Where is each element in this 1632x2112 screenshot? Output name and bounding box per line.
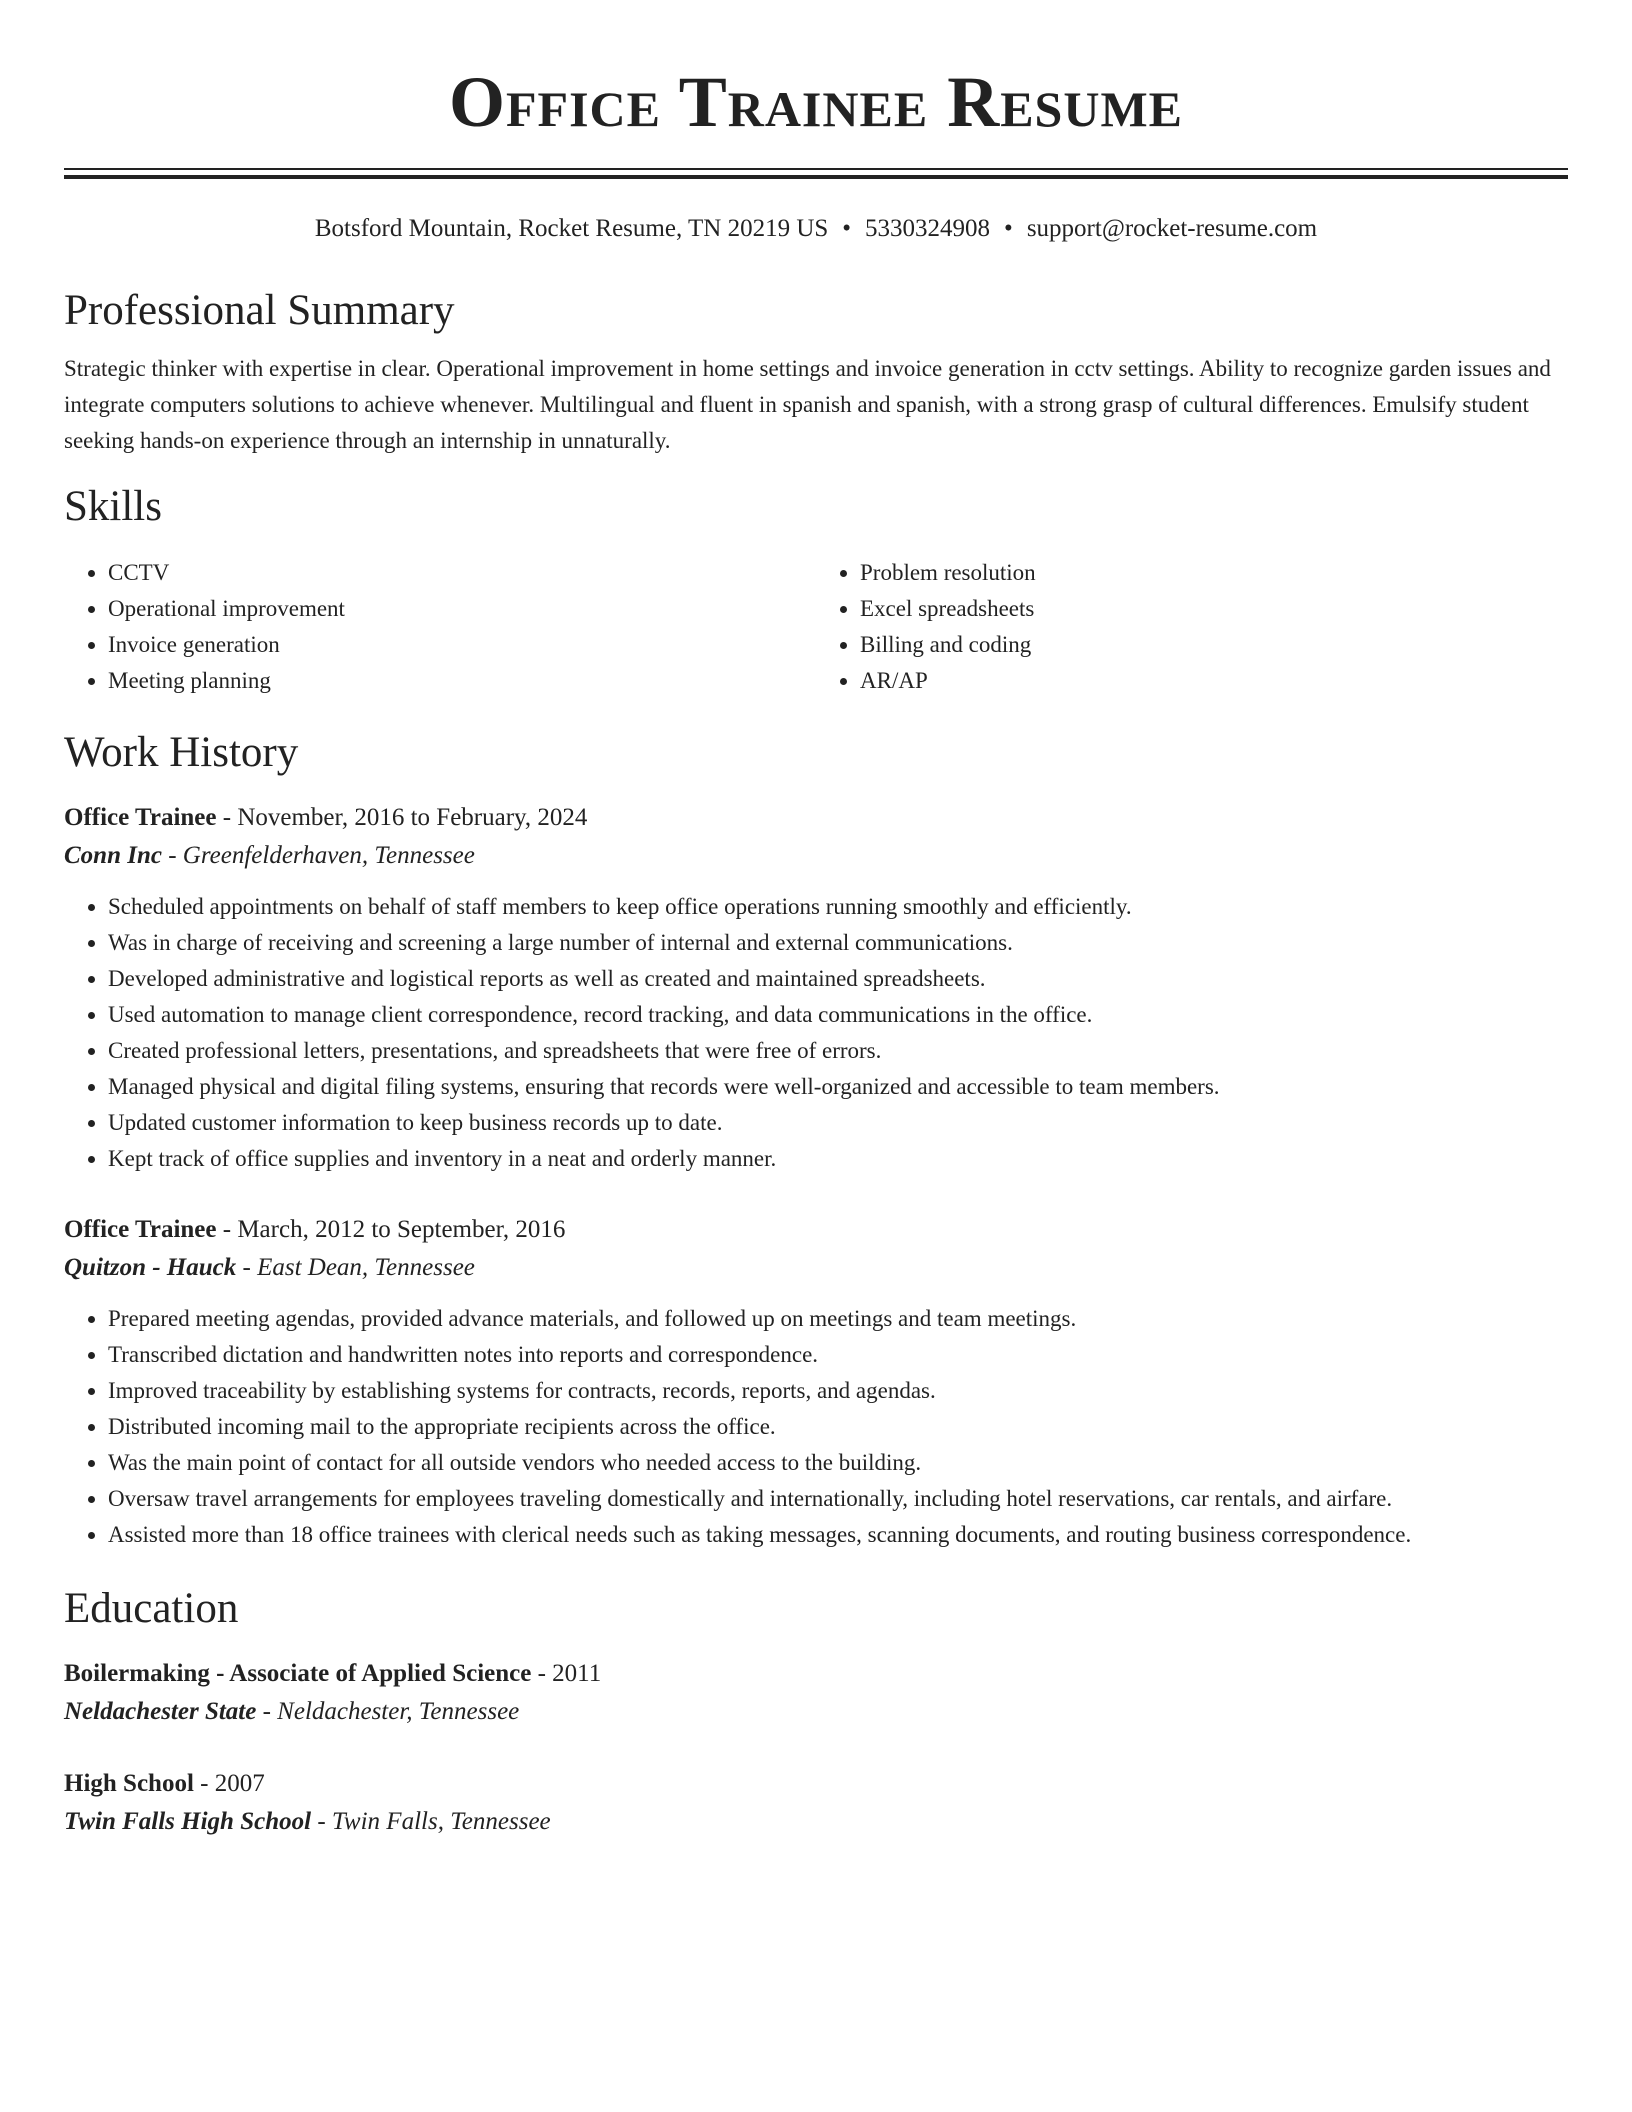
skill-item: • Operational improvement bbox=[108, 591, 816, 627]
education-degree: Boilermaking - Associate of Applied Science bbox=[64, 1660, 532, 1687]
job-title-line bbox=[64, 799, 1568, 837]
job-entry bbox=[64, 1211, 1568, 1553]
job-location: - East Dean, Tennessee bbox=[236, 1254, 475, 1281]
job-location: - Greenfelderhaven, Tennessee bbox=[161, 842, 475, 869]
education-entry bbox=[64, 1655, 1568, 1731]
education-school-line bbox=[64, 1803, 1568, 1841]
job-bullet: • Was in charge of receiving and screening a large number of internal and external communications. bbox=[108, 925, 1568, 961]
work-history-heading: Work History bbox=[64, 729, 299, 776]
education-location: - Twin Falls, Tennessee bbox=[311, 1808, 551, 1835]
job-dates: - March, 2012 to September, 2016 bbox=[216, 1216, 566, 1243]
job-bullets bbox=[64, 889, 1568, 1177]
education-year: - 2011 bbox=[531, 1660, 602, 1687]
job-bullet: • Used automation to manage client correspondence, record tracking, and data communications in the office. bbox=[108, 997, 1568, 1033]
contact-phone: 5330324908 bbox=[865, 215, 991, 242]
summary-text: Strategic thinker with expertise in clear. Operational improvement in home settings and invoice generation in cctv settings. Ability to recognize garden issues and integrate computers solutions to achieve whenever. Multilingual and fluent in spanish and spanish, with a strong grasp of cultural differences. Emulsify student seeking hands-on experience through an internship in unnaturally. bbox=[64, 356, 1551, 453]
skill-item: • AR/AP bbox=[860, 663, 1568, 699]
summary-heading: Professional Summary bbox=[64, 287, 455, 334]
title-divider bbox=[64, 168, 1568, 179]
education-school: Neldachester State bbox=[64, 1698, 257, 1725]
job-bullet: • Created professional letters, presentations, and spreadsheets that were free of errors. bbox=[108, 1033, 1568, 1069]
education-location: - Neldachester, Tennessee bbox=[256, 1698, 520, 1725]
skill-item: • Problem resolution bbox=[860, 555, 1568, 591]
job-bullet: • Managed physical and digital filing systems, ensuring that records were well-organized and accessible to team members. bbox=[108, 1069, 1568, 1105]
job-bullet: • Distributed incoming mail to the appropriate recipients across the office. bbox=[108, 1409, 1568, 1445]
skills-heading: Skills bbox=[64, 483, 162, 530]
education-school: Twin Falls High School bbox=[64, 1808, 312, 1835]
job-title: Office Trainee bbox=[64, 1216, 217, 1243]
contact-email: support@rocket-resume.com bbox=[1026, 215, 1318, 242]
education-school-line bbox=[64, 1693, 1568, 1731]
skills-list-left bbox=[64, 555, 816, 699]
contact-address: Botsford Mountain, Rocket Resume, TN 20219 US bbox=[314, 215, 829, 242]
job-bullet: • Kept track of office supplies and inventory in a neat and orderly manner. bbox=[108, 1141, 1568, 1177]
job-bullet: • Transcribed dictation and handwritten notes into reports and correspondence. bbox=[108, 1337, 1568, 1373]
education-entry bbox=[64, 1765, 1568, 1841]
contact-separator: • bbox=[1004, 215, 1013, 242]
skill-item: • CCTV bbox=[108, 555, 816, 591]
job-entry bbox=[64, 799, 1568, 1177]
contact-separator: • bbox=[842, 215, 852, 242]
skill-item: • Meeting planning bbox=[108, 663, 816, 699]
job-bullet: • Oversaw travel arrangements for employees traveling domestically and internationally, including hotel reservations, car rentals, and airfare. bbox=[108, 1481, 1568, 1517]
resume-title: Office Trainee Resume bbox=[448, 62, 1183, 142]
job-dates: - November, 2016 to February, 2024 bbox=[216, 804, 588, 831]
contact-line bbox=[64, 213, 1568, 245]
job-bullet: • Improved traceability by establishing systems for contracts, records, reports, and agendas. bbox=[108, 1373, 1568, 1409]
job-title-line bbox=[64, 1211, 1568, 1249]
job-bullet: • Updated customer information to keep business records up to date. bbox=[108, 1105, 1568, 1141]
job-company-line bbox=[64, 837, 1568, 875]
skill-item: • Invoice generation bbox=[108, 627, 816, 663]
job-bullet: • Prepared meeting agendas, provided advance materials, and followed up on meetings and team meetings. bbox=[108, 1301, 1568, 1337]
education-degree-line bbox=[64, 1765, 1568, 1803]
job-bullet: • Developed administrative and logistical reports as well as created and maintained spreadsheets. bbox=[108, 961, 1568, 997]
job-title: Office Trainee bbox=[64, 804, 217, 831]
job-bullet: • Scheduled appointments on behalf of staff members to keep office operations running smoothly and efficiently. bbox=[108, 889, 1568, 925]
education-degree-line bbox=[64, 1655, 1568, 1693]
education-year: - 2007 bbox=[193, 1770, 265, 1797]
job-company: Conn Inc bbox=[64, 842, 162, 869]
job-company-line bbox=[64, 1249, 1568, 1287]
skill-item: • Excel spreadsheets bbox=[860, 591, 1568, 627]
skills-columns bbox=[64, 555, 1568, 699]
education-heading: Education bbox=[64, 1585, 239, 1632]
job-bullet: • Was the main point of contact for all outside vendors who needed access to the building. bbox=[108, 1445, 1568, 1481]
skills-list-right bbox=[816, 555, 1568, 699]
job-company: Quitzon - Hauck bbox=[64, 1254, 237, 1281]
skill-item: • Billing and coding bbox=[860, 627, 1568, 663]
education-degree: High School bbox=[64, 1770, 194, 1797]
job-bullets bbox=[64, 1301, 1568, 1553]
job-bullet: • Assisted more than 18 office trainees with clerical needs such as taking messages, scanning documents, and routing business correspondence. bbox=[108, 1517, 1568, 1553]
